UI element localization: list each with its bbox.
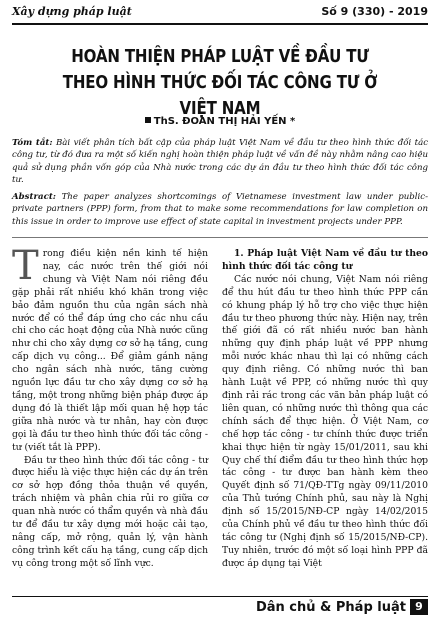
- section-paragraph: Các nước nói chung, Việt Nam nói riêng để thu hút đầu tư theo hình thức PPP cần có khung pháp lý hỗ trợ cho việc thực hiện đầu tư theo phương thức này. Hiện nay, trên thế giới đã có rất nhiều nước ban hành những quy định pháp luật về PPP nhưng mỗi nước khác nhau thì lại có những cách quy định riêng. Có những nước thì ban hành Luật về PPP, có những nước thì quy định rải rác trong các văn bản pháp luật có liên quan, có những nước thì thông qua các chính sách để thực hiện. Ở Việt Nam, cơ chế hợp tác công - tư chính thức được triển khai thực hiện từ ngày 15/01/2011, sau khi Quy chế thí điểm đầu tư theo hình thức hợp tác công - tư được ban hành kèm theo Quyết định số 71/QĐ-TTg ngày 09/11/2010 của Thủ tướng Chính phủ, sau này là Nghị định số 15/2015/NĐ-CP ngày 14/02/2015 của Chính phủ về đầu tư theo hình thức đối tác công tư (Nghị định số 15/2015/NĐ-CP). Tuy nhiên, trước đó một số loại hình PPP đã được áp dụng tại Việt: [222, 273, 428, 569]
- header-rule: [12, 23, 428, 25]
- abstract-vi-label: Tóm tắt:: [12, 138, 53, 148]
- title-line-2: THEO HÌNH THỨC ĐỐI TÁC CÔNG TƯ Ở VIỆT NAM: [62, 73, 378, 119]
- definition-paragraph: Đầu tư theo hình thức đối tác công - tư được hiểu là việc thực hiện các dự án trên cơ sở hợp đồng thỏa thuận về quyền, trách nhiệm và phân chia rủi ro giữa cơ quan nhà nước có thẩm quyền và nhà đầu tư để đầu tư xây dựng mới hoặc cải tạo, nâng cấp, mở rộng, quản lý, vận hành công trình kết cấu hạ tầng, cung cấp dịch vụ công trong một số lĩnh vực.: [12, 454, 208, 569]
- article-title: [48, 44, 392, 122]
- abstract-divider: [12, 237, 428, 238]
- abstract-english: [12, 191, 428, 228]
- running-header: [12, 4, 428, 24]
- footer-rule: [12, 596, 428, 597]
- intro-text: rong điều kiện nền kinh tế hiện nay, các nước trên thế giới nói chung và Việt Nam nói riêng đều gặp phải rất nhiều khó khăn trong việc bảo đảm nguồn thu của ngân sách nhà nước để có thể đáp ứng cho các nhu cầu chi cho các hoạt động của Nhà nước cũng như chi cho xây dựng cơ sở hạ tầng, cung cấp dịch vụ công... Để giảm gánh nặng cho ngân sách nhà nước, tăng cường nguồn lực đầu tư cho xây dựng cơ sở hạ tầng, một trong những biện pháp được áp dụng đó là thiết lập mối quan hệ hợp tác giữa nhà nước và tư nhân, hay còn được gọi là đầu tư theo hình thức đối tác công - tư (viết tắt là PPP).: [12, 248, 208, 453]
- intro-paragraph: [12, 243, 208, 455]
- square-bullet-icon: [145, 117, 151, 123]
- journal-section-title: Xây dựng pháp luật: [12, 5, 132, 18]
- author-line: [0, 116, 440, 127]
- magazine-brand: Dân chủ & Pháp luật: [255, 600, 406, 615]
- title-line-1: HOÀN THIỆN PHÁP LUẬT VỀ ĐẦU TƯ: [71, 47, 369, 67]
- page-number: 9: [410, 599, 428, 615]
- abstract-vi-text: Bài viết phân tích bất cập của pháp luật Việt Nam về đầu tư theo hình thức đối tác công tư, từ đó đưa ra một số kiến nghị hoàn thiện pháp luật về vấn đề này nhằm nâng cao hiệu quả sử dụng phần vốn góp của Nhà nước trong các dự án đầu tư theo hình thức đối tác công tư.: [12, 138, 429, 186]
- abstract-en-label: Abstract:: [12, 192, 56, 202]
- abstract-en-text: The paper analyzes shortcomings of Vietnamese investment law under public-private partners (PPP) form, from that to make some recommendations for law completion on this issue in order to improve use effect of state capital in investment projects under PPP.: [12, 192, 429, 227]
- body-column-right: [222, 248, 428, 571]
- section-heading: 1. Pháp luật Việt Nam về đầu tư theo hình thức đối tác công tư: [222, 248, 428, 272]
- abstract-vietnamese: [12, 137, 428, 187]
- drop-cap: T: [12, 243, 39, 289]
- body-column-left: [12, 243, 208, 571]
- issue-number: Số 9 (330) - 2019: [321, 5, 428, 18]
- author-name: ThS. ĐOÀN THỊ HẢI YẾN *: [153, 116, 296, 127]
